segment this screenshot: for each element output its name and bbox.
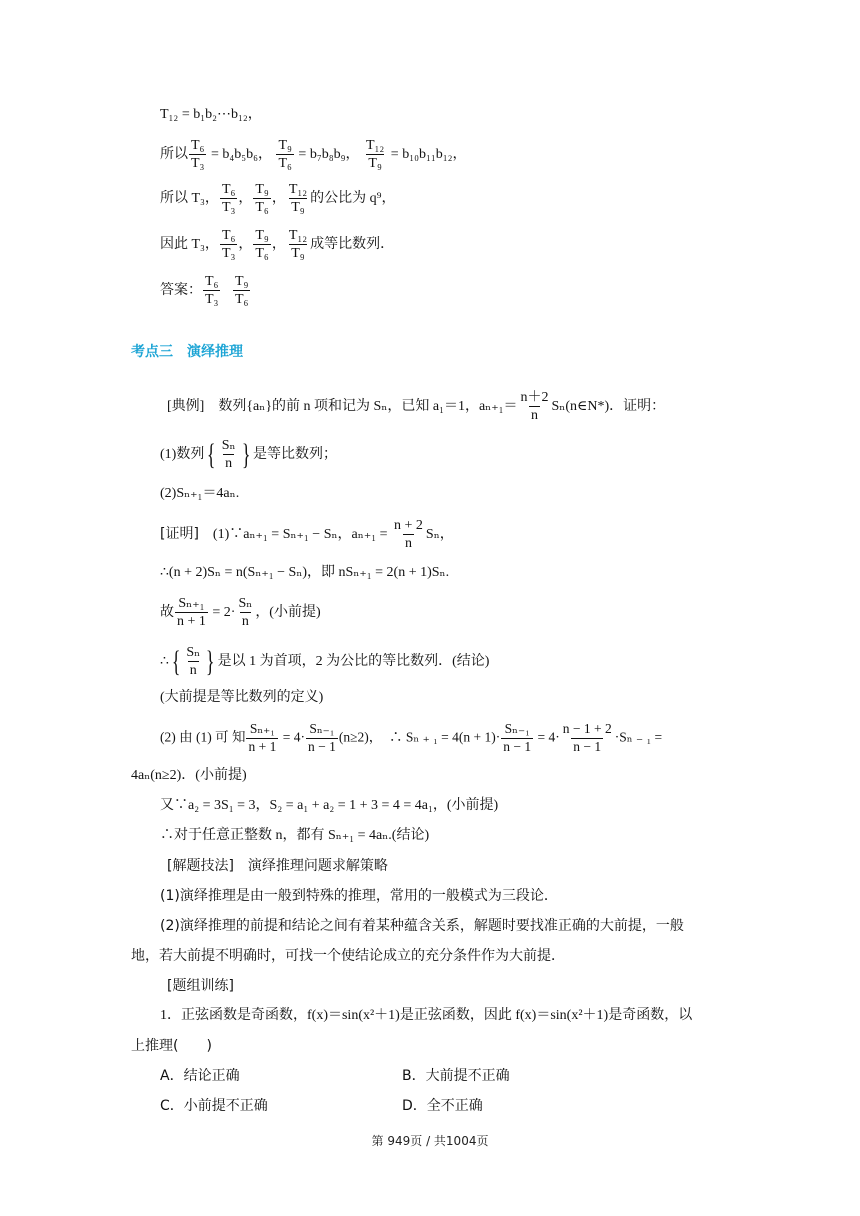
denominator: T₆ xyxy=(234,292,249,308)
denominator: n xyxy=(241,614,249,630)
fraction xyxy=(276,138,293,172)
proof-line: 又∵a₂ = 3S₁ = 3，S₂ = a₁ + a₂ = 1 + 3 = 4 = 4a₁，(小前提) xyxy=(160,798,499,813)
numerator: T₉ xyxy=(255,228,269,243)
text-span: 所以 xyxy=(160,147,188,163)
option-b: B．大前提不正确 xyxy=(402,1068,510,1084)
denominator: n xyxy=(225,456,233,472)
text-span: (1)数列 xyxy=(160,447,205,463)
question-2: (2)Sₙ₊₁＝4aₙ. xyxy=(160,486,240,501)
fraction xyxy=(253,182,270,216)
denominator: n xyxy=(189,663,197,679)
fraction xyxy=(287,228,309,262)
text-span: ， xyxy=(271,191,286,207)
section-title: 考点三 演绎推理 xyxy=(131,344,243,360)
denominator: n − 1 xyxy=(573,738,602,754)
text-line xyxy=(160,228,394,262)
denominator: T₆ xyxy=(255,246,269,262)
fraction xyxy=(246,722,278,755)
denominator: T₉ xyxy=(291,246,305,262)
text-span: 故 xyxy=(160,605,174,621)
numerator: Sₙ xyxy=(238,596,253,611)
numerator: n + 2 xyxy=(394,518,423,533)
numerator: Sₙ₊₁ xyxy=(178,596,205,611)
fraction xyxy=(175,596,208,630)
proof-line: 4aₙ(n≥2)．(小前提) xyxy=(131,768,247,783)
proof-line xyxy=(160,518,454,552)
numerator: T₁₂ xyxy=(288,182,308,197)
fraction xyxy=(306,722,338,755)
text-span: [典例] 数列{aₙ}的前 n 项和记为 Sₙ，已知 a₁＝1，aₙ₊₁＝ xyxy=(167,399,518,415)
numerator: n＋2 xyxy=(520,390,549,405)
option-a: A．结论正确 xyxy=(160,1068,240,1084)
method-item: 地，若大前提不明确时，可找一个使结论成立的充分条件作为大前提． xyxy=(131,948,565,964)
text-span: 成等比数列． xyxy=(310,237,395,253)
fraction xyxy=(561,722,614,755)
fraction xyxy=(253,228,270,262)
fraction xyxy=(189,138,206,172)
denominator: T₉ xyxy=(368,156,382,172)
option-c: C．小前提不正确 xyxy=(160,1098,268,1114)
proof-line xyxy=(160,596,321,630)
denominator: n xyxy=(531,408,539,424)
text-span: = b₁₀b₁₁b₁₂， xyxy=(387,147,467,163)
text-span: = 4· xyxy=(534,729,560,745)
text-span: (1)∵aₙ₊₁ = Sₙ₊₁ − Sₙ，aₙ₊₁ = xyxy=(198,527,391,543)
proof-line xyxy=(160,645,489,679)
text-span: 因此 T₃， xyxy=(160,237,219,253)
method-item: (1)演绎推理是由一般到特殊的推理，常用的一般模式为三段论． xyxy=(160,888,558,904)
left-brace: { xyxy=(207,437,216,471)
braced-fraction xyxy=(204,438,253,472)
fraction xyxy=(519,390,551,424)
text-line: T₁₂ = b₁b₂⋯b₁₂， xyxy=(160,107,262,122)
denominator: T₉ xyxy=(291,200,305,216)
denominator: T₆ xyxy=(278,156,292,172)
proof-line: ∴(n + 2)Sₙ = n(Sₙ₊₁ − Sₙ)，即 nSₙ₊₁ = 2(n + 1)Sₙ. xyxy=(160,565,450,580)
question-text: 1．正弦函数是奇函数，f(x)＝sin(x²＋1)是正弦函数，因此 f(x)＝sin(x²＋1)是奇函数，以 xyxy=(160,1008,693,1023)
text-span: (2) 由 (1) 可 知 xyxy=(160,729,246,745)
text-span: 是等比数列； xyxy=(252,447,337,463)
denominator: n − 1 xyxy=(307,738,336,754)
numerator: T₆ xyxy=(221,228,236,243)
numerator: T₁₂ xyxy=(365,138,385,153)
braced-fraction xyxy=(169,645,218,679)
text-line xyxy=(160,138,466,172)
numerator: Sₙ xyxy=(221,438,236,453)
numerator: Sₙ₋₁ xyxy=(504,721,530,736)
text-span: ， xyxy=(238,191,253,207)
text-span: ∴ xyxy=(160,654,169,670)
numerator: T₉ xyxy=(255,182,269,197)
fraction xyxy=(364,138,386,172)
right-brace: } xyxy=(206,644,215,678)
option-d: D．全不正确 xyxy=(402,1098,483,1114)
answer-line xyxy=(160,274,251,308)
denominator: n + 1 xyxy=(177,614,206,630)
denominator: T₃ xyxy=(205,292,219,308)
fraction xyxy=(392,518,425,552)
denominator: T₃ xyxy=(191,156,205,172)
denominator: T₃ xyxy=(221,246,236,262)
page-footer: 第 949页 / 共1004页 xyxy=(371,1134,489,1148)
question-1 xyxy=(160,438,337,472)
example-line xyxy=(167,390,665,424)
text-span: 是以 1 为首项，2 为公比的等比数列．(结论) xyxy=(217,654,490,670)
denominator: T₃ xyxy=(221,200,236,216)
text-span: = b₄b₅b₆， xyxy=(207,147,272,163)
text-span: Sₙ(n∈N*)．证明： xyxy=(551,399,666,415)
proof-line: (大前提是等比数列的定义) xyxy=(160,690,324,705)
text-span: Sₙ， xyxy=(425,527,454,543)
numerator: T₉ xyxy=(278,138,292,153)
numerator: Sₙ xyxy=(186,645,201,660)
fraction xyxy=(220,438,238,472)
left-brace: { xyxy=(171,644,181,678)
text-span: = 2· xyxy=(208,605,236,621)
proof-line xyxy=(160,722,662,755)
method-item: (2)演绎推理的前提和结论之间有着某种蕴含关系，解题时要找准正确的大前提，一般 xyxy=(160,918,684,934)
denominator: n − 1 xyxy=(503,738,532,754)
training-title: [题组训练] xyxy=(167,978,234,994)
proof-label: [证明] xyxy=(160,526,199,543)
denominator: n + 1 xyxy=(248,738,277,754)
text-span: 的公比为 q⁹， xyxy=(310,191,396,207)
numerator: Sₙ₊₁ xyxy=(249,721,276,736)
fraction xyxy=(236,596,254,630)
denominator: T₆ xyxy=(255,200,269,216)
text-span: 所以 T₃， xyxy=(160,191,219,207)
denominator: n xyxy=(404,536,412,552)
text-span: ， xyxy=(238,237,253,253)
fraction xyxy=(287,182,309,216)
text-span: (n≥2)， ∴ Sₙ ₊ ₁ = 4(n + 1)· xyxy=(338,729,501,745)
text-span: ，(小前提) xyxy=(255,605,321,621)
proof-line: ∴对于任意正整数 n，都有 Sₙ₊₁ = 4aₙ.(结论) xyxy=(160,828,430,843)
text-span: ， xyxy=(271,237,286,253)
numerator: T₆ xyxy=(205,274,219,289)
text-span: ·Sₙ ₋ ₁ = xyxy=(614,729,663,745)
fraction xyxy=(184,645,202,679)
fraction xyxy=(220,228,237,262)
numerator: T₉ xyxy=(234,274,249,289)
question-text: 上推理( ) xyxy=(131,1038,212,1054)
numerator: n − 1 + 2 xyxy=(562,721,612,736)
numerator: T₆ xyxy=(221,182,236,197)
numerator: T₆ xyxy=(191,138,205,153)
text-span: = b₇b₈b₉， xyxy=(294,147,360,163)
numerator: Sₙ₋₁ xyxy=(309,721,335,736)
method-title: [解题技法] 演绎推理问题求解策略 xyxy=(167,858,388,874)
fraction xyxy=(220,182,237,216)
fraction xyxy=(233,274,250,308)
fraction xyxy=(203,274,220,308)
numerator: T₁₂ xyxy=(288,228,308,243)
text-span: = 4· xyxy=(279,729,305,745)
fraction xyxy=(501,722,533,755)
right-brace: } xyxy=(241,437,251,471)
answer-label: 答案： xyxy=(160,282,202,299)
text-line xyxy=(160,182,396,216)
